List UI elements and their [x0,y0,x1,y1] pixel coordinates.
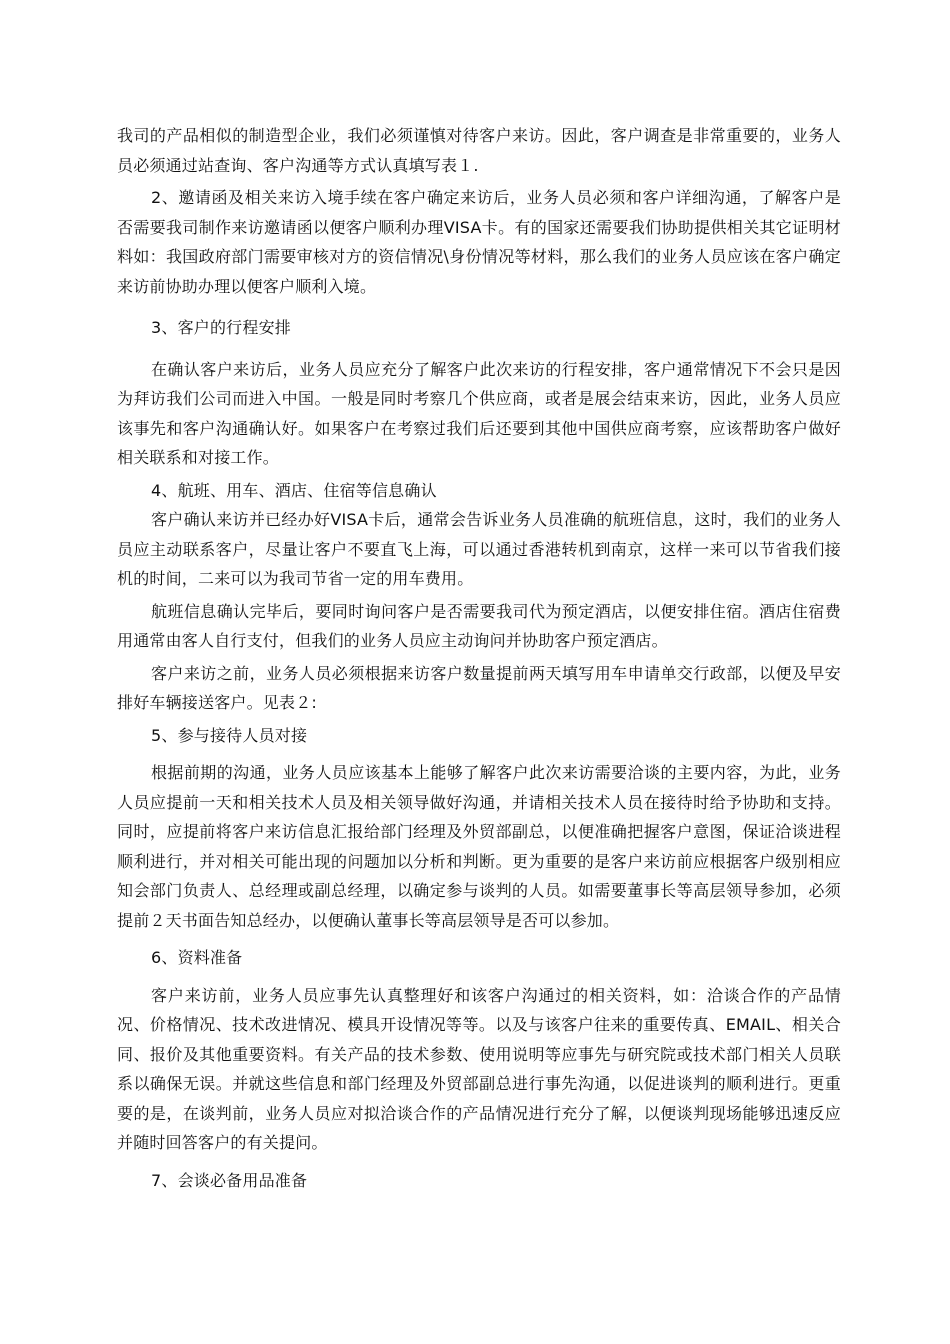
paragraph-customer-survey: 我司的产品相似的制造型企业，我们必须谨慎对待客户来访。因此，客户调查是非常重要的，业务人员必须通过站查询、客户沟通等方式认真填写表１. [117,126,841,175]
paragraph-flight-info: 客户确认来访并已经办好VISA卡后，通常会告诉业务人员准确的航班信息，这时，我们的业务人员应主动联系客户，尽量让客户不要直飞上海，可以通过香港转机到南京，这样一来可以节省我们接机的时间，二来可以为我司节省一定的用车费用。 [117,510,841,588]
section-heading-materials: 6、资料准备 [151,948,243,967]
paragraph-materials: 客户来访前，业务人员应事先认真整理好和该客户沟通过的相关资料，如：洽谈合作的产品情况、价格情况、技术改进情况、模具开设情况等等。以及与该客户往来的重要传真、EMAIL、相关合同、报价及其他重要资料。有关产品的技术参数、使用说明等应事先与研究院或技术部门相关人员联系以确保无误。并就这些信息和部门经理及外贸部副总进行事先沟通，以促进谈判的顺利进行。更重要的是，在谈判前，业务人员应对拟洽谈合作的产品情况进行充分了解，以便谈判现场能够迅速反应并随时回答客户的有关提问。 [117,985,841,1152]
paragraph-invitation-entry: 2、邀请函及相关来访入境手续在客户确定来访后，业务人员必须和客户详细沟通，了解客户是否需要我司制作来访邀请函以便客户顺利办理VISA卡。有的国家还需要我们协助提供相关其它证明材料如：我国政府部门需要审核对方的资信情况\身份情况等材料，那么我们的业务人员应该在客户确定来访前协助办理以便客户顺利入境。 [117,188,841,296]
section-heading-meeting-supplies: 7、会谈必备用品准备 [151,1170,308,1190]
paragraph-vehicle-request: 客户来访之前，业务人员必须根据来访客户数量提前两天填写用车申请单交行政部，以便及早安排好车辆接送客户。见表２: [117,663,841,712]
section-heading-itinerary: 3、客户的行程安排 [151,318,291,337]
paragraph-hotel-booking: 航班信息确认完毕后，要同时询问客户是否需要我司代为预定酒店，以便安排住宿。酒店住宿费用通常由客人自行支付，但我们的业务人员应主动询问并协助客户预定酒店。 [117,601,841,650]
section-heading-reception-staff: 5、参与接待人员对接 [151,725,308,745]
section-heading-flight-hotel: 4、航班、用车、酒店、住宿等信息确认 [151,480,437,500]
document-page [117,121,841,1195]
paragraph-reception-staff: 根据前期的沟通，业务人员应该基本上能够了解客户此次来访需要洽谈的主要内容，为此，业务人员应提前一天和相关技术人员及相关领导做好沟通，并请相关技术人员在接待时给予协助和支持。同时，应提前将客户来访信息汇报给部门经理及外贸部副总，以便准确把握客户意图，保证洽谈进程顺利进行，并对相关可能出现的问题加以分析和判断。更为重要的是客户来访前应根据客户级别相应知会部门负责人、总经理或副总经理，以确定参与谈判的人员。如需要董事长等高层领导参加，必须提前２天书面告知总经办，以便确认董事长等高层领导是否可以参加。 [117,763,841,930]
paragraph-itinerary: 在确认客户来访后，业务人员应充分了解客户此次来访的行程安排，客户通常情况下不会只是因为拜访我们公司而进入中国。一般是同时考察几个供应商，或者是展会结束来访，因此，业务人员应该事先和客户沟通确认好。如果客户在考察过我们后还要到其他中国供应商考察，应该帮助客户做好相关联系和对接工作。 [117,359,841,467]
